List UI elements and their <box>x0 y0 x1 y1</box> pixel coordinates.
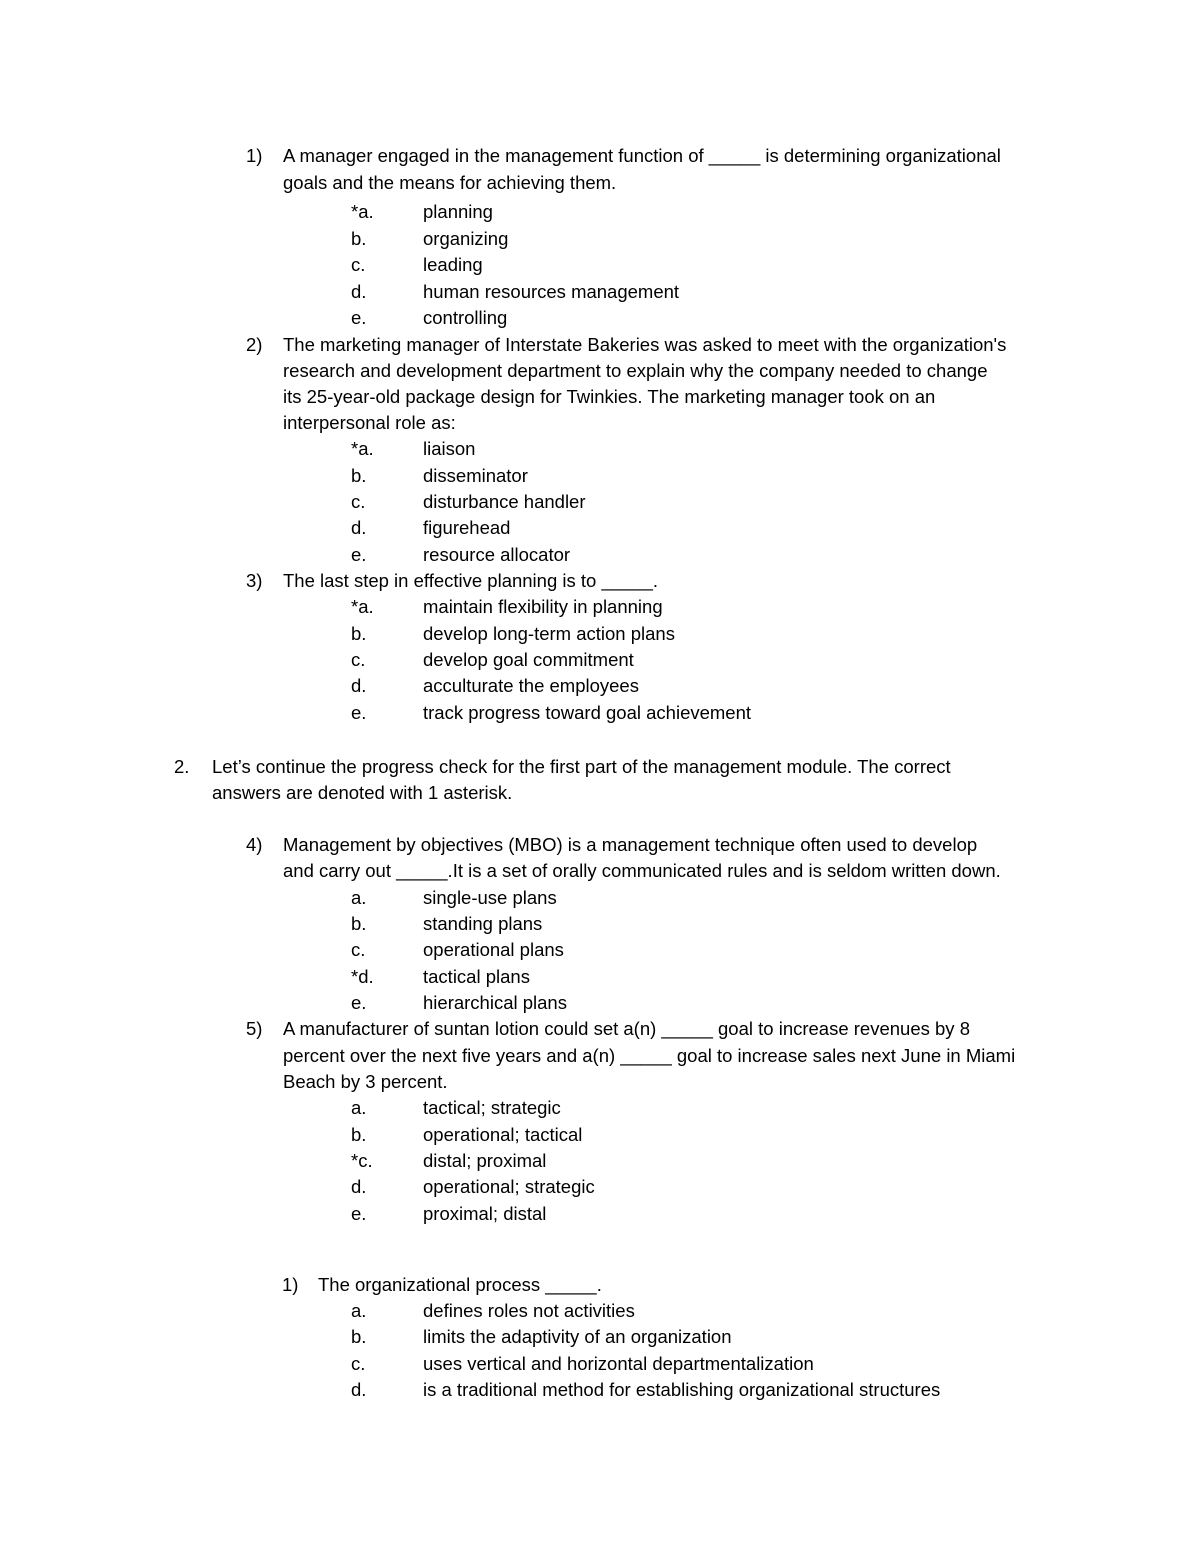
option-letter: *a. <box>351 201 374 222</box>
option-text: human resources management <box>423 281 680 302</box>
option-text: develop goal commitment <box>423 649 634 670</box>
question-text: The last step in effective planning is to _____. <box>283 570 659 591</box>
item-text: Let’s continue the progress check for the first part of the management module. The correct <box>212 756 951 777</box>
question-number: 3) <box>246 570 263 591</box>
question-number: 4) <box>246 834 263 855</box>
option-text: figurehead <box>423 517 511 538</box>
option-text: tactical plans <box>423 966 530 987</box>
option-letter: b. <box>351 1326 367 1347</box>
option-text: single-use plans <box>423 887 557 908</box>
question-number: 5) <box>246 1018 263 1039</box>
option-letter: *d. <box>351 966 374 987</box>
option-text: disseminator <box>423 465 528 486</box>
option-letter: e. <box>351 544 367 565</box>
option-letter: d. <box>351 1379 367 1400</box>
option-text: resource allocator <box>423 544 571 565</box>
option-text: controlling <box>423 307 508 328</box>
option-letter: d. <box>351 281 367 302</box>
option-letter: b. <box>351 1124 367 1145</box>
option-text: liaison <box>423 438 476 459</box>
option-text: operational; tactical <box>423 1124 583 1145</box>
question-text: research and development department to explain why the company needed to change <box>283 360 988 381</box>
question-text: The marketing manager of Interstate Bakeries was asked to meet with the organization's <box>283 334 1007 355</box>
option-text: defines roles not activities <box>423 1300 635 1321</box>
option-letter: b. <box>351 623 367 644</box>
question-text: its 25-year-old package design for Twinkies. The marketing manager took on an <box>283 386 936 407</box>
option-letter: d. <box>351 1176 367 1197</box>
option-text: acculturate the employees <box>423 675 639 696</box>
question-text: goals and the means for achieving them. <box>283 172 617 193</box>
option-letter: e. <box>351 992 367 1013</box>
option-text: limits the adaptivity of an organization <box>423 1326 732 1347</box>
option-text: proximal; distal <box>423 1203 547 1224</box>
option-text: develop long-term action plans <box>423 623 675 644</box>
option-text: maintain flexibility in planning <box>423 596 663 617</box>
item-number: 2. <box>174 756 190 777</box>
option-letter: c. <box>351 649 366 670</box>
option-letter: a. <box>351 1300 367 1321</box>
option-letter: *a. <box>351 596 374 617</box>
option-letter: e. <box>351 1203 367 1224</box>
option-letter: e. <box>351 307 367 328</box>
question-text: A manager engaged in the management function of _____ is determining organizational <box>283 145 1001 166</box>
option-letter: d. <box>351 675 367 696</box>
option-letter: *a. <box>351 438 374 459</box>
option-letter: a. <box>351 1097 367 1118</box>
question-text: interpersonal role as: <box>283 412 456 433</box>
option-letter: b. <box>351 228 367 249</box>
question-text: percent over the next five years and a(n) _____ goal to increase sales next June in Miami <box>283 1045 1016 1066</box>
question-text: Beach by 3 percent. <box>283 1071 448 1092</box>
question-number: 1) <box>282 1274 299 1295</box>
question-number: 2) <box>246 334 263 355</box>
item-text: answers are denoted with 1 asterisk. <box>212 782 513 803</box>
option-text: leading <box>423 254 483 275</box>
option-text: disturbance handler <box>423 491 586 512</box>
option-letter: *c. <box>351 1150 373 1171</box>
option-text: operational; strategic <box>423 1176 595 1197</box>
question-text: A manufacturer of suntan lotion could set a(n) _____ goal to increase revenues by 8 <box>283 1018 970 1039</box>
option-letter: c. <box>351 491 366 512</box>
option-letter: e. <box>351 702 367 723</box>
option-letter: c. <box>351 939 366 960</box>
option-text: uses vertical and horizontal departmentalization <box>423 1353 814 1374</box>
question-text: and carry out _____.It is a set of orally communicated rules and is seldom written down. <box>283 860 1001 881</box>
question-text: Management by objectives (MBO) is a management technique often used to develop <box>283 834 978 855</box>
option-letter: c. <box>351 1353 366 1374</box>
option-text: operational plans <box>423 939 564 960</box>
option-text: track progress toward goal achievement <box>423 702 752 723</box>
option-text: standing plans <box>423 913 543 934</box>
option-text: planning <box>423 201 493 222</box>
option-text: hierarchical plans <box>423 992 567 1013</box>
option-letter: b. <box>351 913 367 934</box>
option-letter: d. <box>351 517 367 538</box>
option-text: distal; proximal <box>423 1150 547 1171</box>
question-text: The organizational process _____. <box>318 1274 602 1295</box>
question-number: 1) <box>246 145 263 166</box>
option-text: is a traditional method for establishing organizational structures <box>423 1379 941 1400</box>
option-letter: a. <box>351 887 367 908</box>
option-letter: c. <box>351 254 366 275</box>
option-text: tactical; strategic <box>423 1097 561 1118</box>
option-text: organizing <box>423 228 509 249</box>
option-letter: b. <box>351 465 367 486</box>
